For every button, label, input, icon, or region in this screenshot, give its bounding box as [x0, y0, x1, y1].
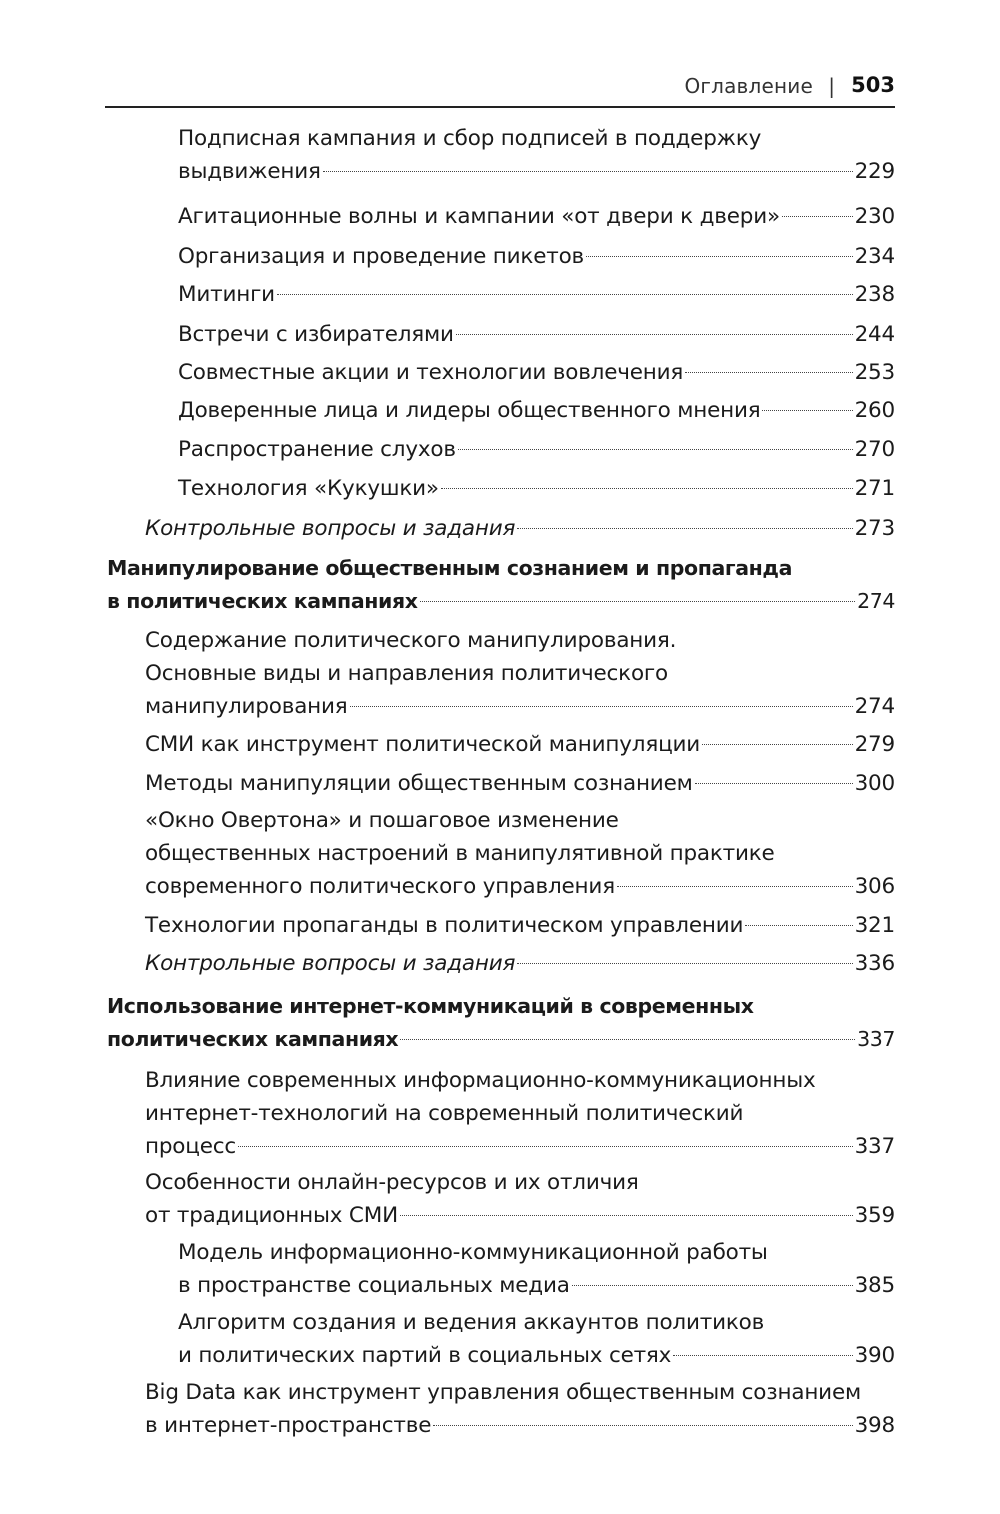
toc-section-entry: [178, 1236, 895, 1302]
toc-entry-title: Контрольные вопросы и задания: [145, 516, 516, 541]
toc-entry-title: Методы манипуляции общественным сознанием: [145, 771, 693, 796]
toc-page-number: 337: [854, 1134, 895, 1159]
toc-entry-title: манипулирования: [145, 694, 348, 719]
toc-chapter-entry: [107, 552, 895, 618]
toc-section-entry: [145, 767, 895, 800]
dot-leader: [685, 372, 852, 373]
toc-entry-title: Технологии пропаганды в политическом управлении: [145, 913, 744, 938]
toc-entry-title-line: «Окно Овертона» и пошаговое изменение: [145, 808, 619, 833]
toc-entry-last-line: [178, 1339, 895, 1372]
toc-page-number: 385: [854, 1273, 895, 1298]
toc-section-entry: [178, 200, 895, 233]
toc-entry-title-line: Основные виды и направления политического: [145, 661, 668, 686]
toc-page-number: 274: [857, 589, 895, 613]
toc-entry-last-line: [178, 240, 895, 273]
toc-entry-last-line: [145, 1130, 895, 1163]
toc-entry-last-line: [178, 155, 895, 188]
toc-entry-last-line: [145, 1199, 895, 1232]
dot-leader: [572, 1285, 853, 1286]
header-page-number: 503: [851, 73, 895, 97]
dot-leader: [617, 886, 853, 887]
dot-leader: [586, 256, 853, 257]
toc-page-number: 321: [854, 913, 895, 938]
toc-section-entry: [178, 394, 895, 427]
dot-leader: [400, 1215, 853, 1216]
toc-entry-last-line: [145, 767, 895, 800]
dot-leader: [762, 410, 852, 411]
toc-entry-title: СМИ как инструмент политической манипуляции: [145, 732, 701, 757]
toc-entry-title-line: интернет-технологий на современный политический: [145, 1101, 744, 1126]
toc-page-number: 229: [854, 159, 895, 184]
header-title: Оглавление: [684, 74, 813, 98]
toc-entry-title-line: Манипулирование общественным сознанием и пропаганда: [107, 556, 793, 580]
toc-page-number: 300: [854, 771, 895, 796]
toc-section-entry: [145, 1376, 895, 1442]
toc-page-number: 390: [854, 1343, 895, 1368]
toc-section-entry: [178, 240, 895, 273]
toc-page-number: 273: [854, 516, 895, 541]
toc-entry-title-line: Использование интернет-коммуникаций в современных: [107, 994, 754, 1018]
toc-entry-title: в пространстве социальных медиа: [178, 1273, 570, 1298]
toc-page-number: 336: [854, 951, 895, 976]
dot-leader: [400, 1039, 855, 1040]
dot-leader: [350, 706, 853, 707]
toc-page-number: 306: [854, 874, 895, 899]
toc-page-number: 337: [857, 1027, 895, 1051]
dot-leader: [517, 963, 852, 964]
toc-entry-title: и политических партий в социальных сетях: [178, 1343, 672, 1368]
toc-entry-last-line: [145, 870, 895, 903]
toc-entry-title: Встречи с избирателями: [178, 322, 454, 347]
toc-entry-title-line: Содержание политического манипулирования.: [145, 628, 677, 653]
toc-section-entry: [145, 804, 895, 903]
toc-chapter-entry: [107, 990, 895, 1056]
toc-section-entry: [145, 1166, 895, 1232]
toc-entry-title-line: Подписная кампания и сбор подписей в поддержку: [178, 126, 762, 151]
toc-entry-title: Распространение слухов: [178, 437, 456, 462]
toc-entry-title: Агитационные волны и кампании «от двери к двери»: [178, 204, 780, 229]
dot-leader: [456, 334, 853, 335]
toc-page-number: 238: [854, 282, 895, 307]
dot-leader: [277, 294, 853, 295]
toc-section-entry: [178, 1306, 895, 1372]
toc-section-entry: [145, 947, 895, 980]
toc-entry-title: Технология «Кукушки»: [178, 476, 439, 501]
toc-entry-last-line: [178, 1269, 895, 1302]
toc-section-entry: [178, 356, 895, 389]
toc-entry-title: процесс: [145, 1134, 236, 1159]
toc-entry-title-line: Алгоритм создания и ведения аккаунтов политиков: [178, 1310, 765, 1335]
toc-page-number: 398: [854, 1413, 895, 1438]
toc-entry-title: политических кампаниях: [107, 1027, 399, 1051]
toc-section-entry: [145, 624, 895, 723]
toc-entry-title: от традиционных СМИ: [145, 1203, 398, 1228]
toc-page-number: 260: [854, 398, 895, 423]
toc-entry-title: в интернет-пространстве: [145, 1413, 432, 1438]
dot-leader: [517, 528, 852, 529]
toc-page-number: 270: [854, 437, 895, 462]
toc-section-entry: [145, 728, 895, 761]
toc-entry-last-line: [178, 200, 895, 233]
toc-entry-last-line: [145, 909, 895, 942]
toc-entry-last-line: [107, 585, 895, 618]
toc-section-entry: [145, 1064, 895, 1163]
toc-entry-last-line: [178, 472, 895, 505]
toc-entry-title: современного политического управления: [145, 874, 615, 899]
toc-entry-last-line: [145, 947, 895, 980]
toc-entry-title: Совместные акции и технологии вовлечения: [178, 360, 684, 385]
toc-entry-last-line: [145, 690, 895, 723]
toc-section-entry: [178, 433, 895, 466]
toc-entry-last-line: [178, 394, 895, 427]
toc-entry-title-line: общественных настроений в манипулятивной практике: [145, 841, 775, 866]
dot-leader: [673, 1355, 852, 1356]
toc-entry-title: в политических кампаниях: [107, 589, 418, 613]
toc-page-number: 274: [854, 694, 895, 719]
toc-entry-title: выдвижения: [178, 159, 321, 184]
toc-entry-last-line: [145, 1409, 895, 1442]
dot-leader: [745, 925, 852, 926]
dot-leader: [458, 449, 853, 450]
dot-leader: [695, 783, 853, 784]
toc-section-entry: [178, 472, 895, 505]
dot-leader: [323, 171, 853, 172]
toc-section-entry: [178, 278, 895, 311]
toc-page-number: 230: [854, 204, 895, 229]
toc-page-number: 244: [854, 322, 895, 347]
toc-section-entry: [145, 909, 895, 942]
dot-leader: [441, 488, 853, 489]
toc-entry-title: Организация и проведение пикетов: [178, 244, 584, 269]
toc-section-entry: [145, 512, 895, 545]
toc-entry-title-line: Big Data как инструмент управления общественным сознанием: [145, 1380, 861, 1405]
toc-page-number: 234: [854, 244, 895, 269]
toc-entry-last-line: [145, 512, 895, 545]
dot-leader: [782, 216, 853, 217]
toc-entry-title-line: Влияние современных информационно-коммуникационных: [145, 1068, 816, 1093]
dot-leader: [433, 1425, 852, 1426]
toc-entry-last-line: [178, 356, 895, 389]
toc-entry-title-line: Особенности онлайн-ресурсов и их отличия: [145, 1170, 639, 1195]
toc-page-number: 271: [854, 476, 895, 501]
toc-entry-last-line: [107, 1023, 895, 1056]
toc-page-number: 359: [854, 1203, 895, 1228]
toc-page-number: 253: [854, 360, 895, 385]
dot-leader: [702, 744, 853, 745]
toc-section-entry: [178, 318, 895, 351]
toc-entry-title: Доверенные лица и лидеры общественного мнения: [178, 398, 761, 423]
toc-entry-title: Контрольные вопросы и задания: [145, 951, 516, 976]
dot-leader: [420, 601, 856, 602]
toc-entry-last-line: [178, 278, 895, 311]
toc-entry-title: Митинги: [178, 282, 275, 307]
toc-entry-title-line: Модель информационно-коммуникационной работы: [178, 1240, 768, 1265]
dot-leader: [238, 1146, 853, 1147]
toc-entry-last-line: [178, 318, 895, 351]
toc-page-number: 279: [854, 732, 895, 757]
toc-section-entry: [178, 122, 895, 188]
toc-entry-last-line: [145, 728, 895, 761]
running-header: [105, 70, 895, 108]
toc-entry-last-line: [178, 433, 895, 466]
header-separator: |: [828, 74, 835, 98]
